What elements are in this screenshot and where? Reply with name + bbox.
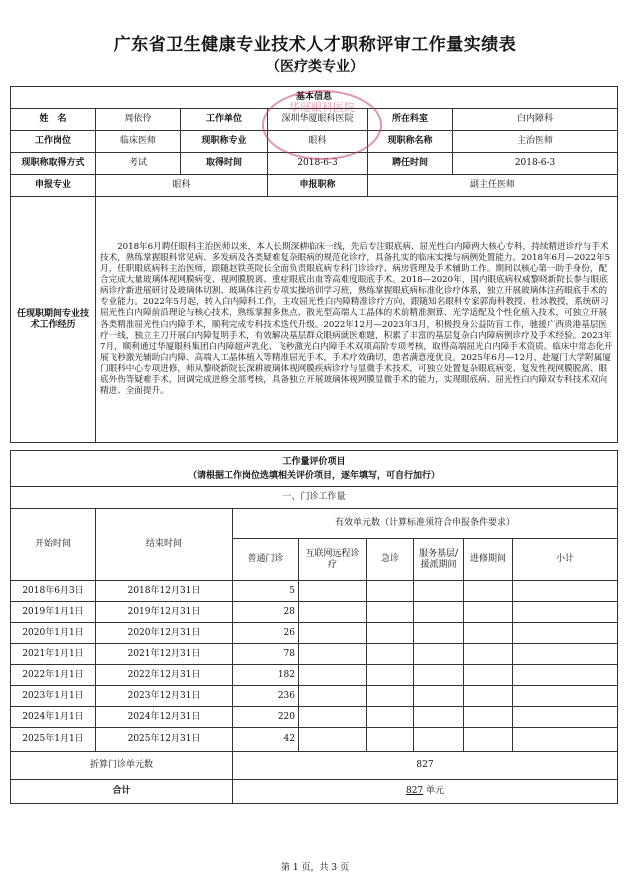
row-start: 2018年6月3日: [11, 581, 96, 602]
row-end: 2024年12月31日: [96, 707, 233, 728]
row-study: [464, 665, 513, 686]
col-regular: 普通门诊: [233, 539, 299, 581]
effective-units-header: 有效单元数（计算标准须符合申报条件要求）: [233, 509, 618, 539]
row-emergency: [367, 665, 414, 686]
col-end: 结束时间: [96, 509, 233, 581]
converted-label: 折算门诊单元数: [11, 752, 233, 780]
table-row: [11, 623, 618, 644]
row-end: 2019年12月31日: [96, 602, 233, 623]
total-value: 827: [405, 786, 424, 796]
current-title-value: 主治医师: [453, 131, 618, 153]
row-regular: 28: [233, 602, 299, 623]
row-service: [414, 623, 464, 644]
total-cell: [233, 780, 618, 804]
obtain-time-value: 2018-6-3: [268, 153, 368, 175]
row-subtotal: [513, 728, 618, 752]
col-service: 服务基层/援派期间: [414, 539, 464, 581]
converted-value: 827: [233, 752, 618, 780]
workload-title: 工作量评价项目: [282, 456, 346, 467]
table-row: [11, 686, 618, 707]
apply-major-label: 申报专业: [11, 175, 96, 197]
row-end: 2025年12月31日: [96, 728, 233, 752]
current-major-label: 现职称专业: [181, 131, 268, 153]
row-start: 2020年1月1日: [11, 623, 96, 644]
table-row: [11, 602, 618, 623]
row-remote: [299, 623, 367, 644]
row-service: [414, 665, 464, 686]
page-title: 广东省卫生健康专业技术人才职称评审工作量实绩表: [113, 35, 517, 55]
work-unit-value: 深圳华厦眼科医院: [268, 109, 368, 131]
row-regular: 236: [233, 686, 299, 707]
apply-title-label: 申报职称: [268, 175, 368, 197]
row-end: 2021年12月31日: [96, 644, 233, 665]
basic-info-section: 基本信息: [11, 87, 618, 109]
row-remote: [299, 602, 367, 623]
row-start: 2019年1月1日: [11, 602, 96, 623]
post-value: 临床医师: [96, 131, 181, 153]
col-study: 进修期间: [464, 539, 513, 581]
current-title-label: 现职称名称: [368, 131, 453, 153]
name-value: 周依伶: [96, 109, 181, 131]
row-study: [464, 644, 513, 665]
row-regular: 5: [233, 581, 299, 602]
row-service: [414, 602, 464, 623]
row-regular: 26: [233, 623, 299, 644]
col-emergency: 急诊: [367, 539, 414, 581]
row-study: [464, 581, 513, 602]
row-end: 2018年12月31日: [96, 581, 233, 602]
col-subtotal: 小计: [513, 539, 618, 581]
row-service: [414, 707, 464, 728]
table-row: [11, 581, 618, 602]
row-subtotal: [513, 623, 618, 644]
row-regular: 220: [233, 707, 299, 728]
row-end: 2023年12月31日: [96, 686, 233, 707]
row-regular: 182: [233, 665, 299, 686]
row-emergency: [367, 728, 414, 752]
row-service: [414, 686, 464, 707]
method-label: 现职称取得方式: [11, 153, 96, 175]
row-remote: [299, 686, 367, 707]
row-study: [464, 728, 513, 752]
department-label: 所在科室: [368, 109, 453, 131]
row-subtotal: [513, 644, 618, 665]
row-service: [414, 644, 464, 665]
row-subtotal: [513, 707, 618, 728]
row-remote: [299, 728, 367, 752]
row-remote: [299, 707, 367, 728]
post-label: 工作岗位: [11, 131, 96, 153]
department-value: 白内障科: [453, 109, 618, 131]
hire-time-value: 2018-6-3: [453, 153, 618, 175]
outpatient-section: 一、门诊工作量: [11, 487, 618, 509]
row-remote: [299, 644, 367, 665]
workload-note: （请根据工作岗位选填相关评价项目，逐年填写，可自行加行）: [188, 470, 441, 481]
col-remote: 互联网远程诊疗: [299, 539, 367, 581]
row-study: [464, 602, 513, 623]
name-label: 姓 名: [11, 109, 96, 131]
experience-label: 任现职期间专业技术工作经历: [11, 197, 96, 443]
experience-text: 2018年6月聘任眼科主治医师以来，本人长期深耕临床一线，先后专注眼底病、屈光性白内障两大核心专科，持续精进诊疗与手术技术，熟练掌握眼科常见病、多发病及各类疑难复杂眼病的规范化诊疗，具备扎实的临床实操与病例处置能力。2018年6月—2022年5月，任职眼底病科主治医师，跟随赵铁英院长全面负责眼底病专科门诊诊疗、病房管理及手术辅助工作。期间以核心第一助手身份，配合完成大量玻璃体视网膜病变、视网膜脱离、重症眼底出血等高难度眼底手术。2018—2020年，国内眼底病权威黎晓新院长参与眼底病诊疗新进展研讨及玻璃体切割、玻璃体注药专项实操培训学习班，熟练掌握眼底病标准化诊疗体系，独立开展玻璃体注药眼底手术的专业能力。2022年5月起，转入白内障科工作，主攻屈光性白内障精准诊疗方向，跟随知名眼科专家郭海科教授、杜冰教授，系统研习屈光性白内障前沿理论与核心技术，熟练掌握多焦点、散光型高端人工晶体的术前精准测算、光学适配及个性化植入技术，可独立开展各类精准屈光性白内障手术，顺利完成专科技术迭代升级。2022年12月—2023年3月，积极投身公益防盲工作，驰援广西贵港基层医疗一线，独立主刀开展白内障复明手术，有效解决基层群众眼病就医难题，积累了丰富的基层复杂白内障病例诊疗及手术经验。2023年7月，顺利通过华厦眼科集团白内障超声乳化、飞秒激光白内障手术双项高阶专项考核，取得高端屈光白内障手术资质。临床中常态化开展飞秒激光辅助白内障、高端人工晶体植入等精准屈光手术，手术疗效确切，患者满意度优良。2025年6月—12月，赴厦门大学附属厦门眼科中心专项进修，师从黎晓新院长深耕玻璃体视网膜疾病诊疗与显微手术技术，可独立处置复杂眼底病变、复发性视网膜脱离、眼底外伤等疑难手术，回调完成进修全部考核，具备独立开展玻璃体视网膜显微手术的能力，实现眼底病、屈光性白内障双专科技术双向精进、全面提升。: [96, 197, 618, 443]
row-subtotal: [513, 686, 618, 707]
row-start: 2022年1月1日: [11, 665, 96, 686]
table-row: [11, 728, 618, 752]
method-value: 考试: [96, 153, 181, 175]
row-study: [464, 686, 513, 707]
row-emergency: [367, 602, 414, 623]
row-remote: [299, 581, 367, 602]
row-emergency: [367, 686, 414, 707]
row-service: [414, 728, 464, 752]
row-subtotal: [513, 665, 618, 686]
table-row: [11, 644, 618, 665]
hospital-seal-stamp: 华厦眼科医院: [262, 90, 382, 160]
page-subtitle: （医疗类专业）: [266, 59, 364, 75]
row-emergency: [367, 707, 414, 728]
total-unit: 单元: [426, 786, 445, 796]
row-start: 2024年1月1日: [11, 707, 96, 728]
current-major-value: 眼科: [268, 131, 368, 153]
row-service: [414, 581, 464, 602]
total-label: 合计: [11, 780, 233, 804]
table-row: [11, 707, 618, 728]
row-start: 2025年1月1日: [11, 728, 96, 752]
apply-title-value: 副主任医师: [368, 175, 618, 197]
row-start: 2021年1月1日: [11, 644, 96, 665]
row-regular: 78: [233, 644, 299, 665]
apply-major-value: 眼科: [96, 175, 268, 197]
work-unit-label: 工作单位: [181, 109, 268, 131]
row-study: [464, 623, 513, 644]
row-start: 2023年1月1日: [11, 686, 96, 707]
row-study: [464, 707, 513, 728]
row-subtotal: [513, 581, 618, 602]
row-remote: [299, 665, 367, 686]
row-end: 2020年12月31日: [96, 623, 233, 644]
row-emergency: [367, 581, 414, 602]
table-row: [11, 665, 618, 686]
row-subtotal: [513, 602, 618, 623]
page-footer: 第 1 页，共 3 页: [281, 863, 349, 873]
row-end: 2022年12月31日: [96, 665, 233, 686]
col-start: 开始时间: [11, 509, 96, 581]
row-emergency: [367, 644, 414, 665]
workload-table: [10, 450, 618, 804]
row-regular: 42: [233, 728, 299, 752]
row-emergency: [367, 623, 414, 644]
hire-time-label: 聘任时间: [368, 153, 453, 175]
obtain-time-label: 取得时间: [181, 153, 268, 175]
